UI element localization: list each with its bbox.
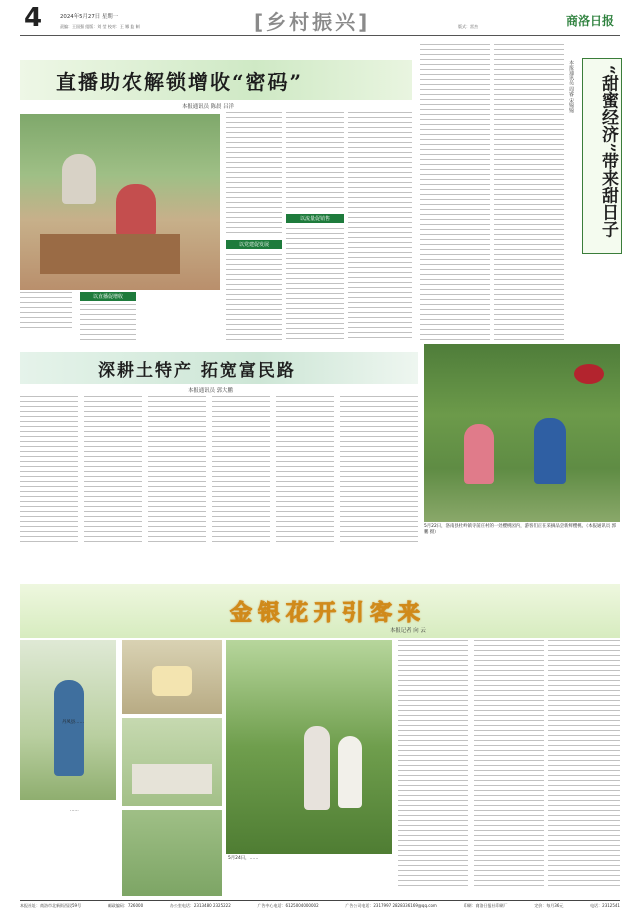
story3-photo-caption: 5月22日，洛南县杜岭镇寺前庄村的一处樱桃园内，游客们正在采摘品尝新鲜樱桃。（本报通讯员 郭 鹏 摄）	[424, 524, 616, 535]
photo-person-1	[62, 154, 96, 204]
story2-headline: 深耕土特产 拓宽富民路	[98, 361, 296, 381]
footer-ad-center: 广告中心电话：6125004000002	[257, 902, 319, 908]
story1-headline: 直播助农解锁增收“密码”	[56, 70, 304, 94]
story2-headline-banner	[20, 352, 418, 384]
story4-photo-big	[226, 640, 392, 854]
story4-photo-top	[122, 640, 222, 714]
story1-byline: 本报通讯员 陈晨 吕洋	[182, 104, 234, 110]
story1-col3-text	[286, 112, 344, 210]
story1-headline-banner	[20, 60, 412, 100]
photo-cherries	[574, 364, 604, 384]
story2-byline: 本报通讯员 郭大鹏	[188, 388, 233, 394]
story4-caption-bottom: 5月24日，……	[228, 856, 259, 861]
editor-right: 版式：雷杰	[458, 24, 478, 29]
masthead-rule	[20, 35, 620, 36]
photo-crate	[40, 234, 180, 274]
story1-col3b-text	[286, 228, 344, 340]
story4-photo-mid	[122, 718, 222, 806]
story1-col2b-text	[226, 254, 282, 340]
story2-col4-text	[212, 396, 270, 544]
story3-col1-text	[420, 44, 490, 340]
story4-col1-text	[398, 640, 468, 890]
paper-name: 商洛日报	[566, 14, 615, 28]
footer	[20, 900, 620, 910]
photo-person-3	[464, 424, 494, 484]
story3-byline: 本报通讯员 周睿 宋锦锦	[568, 60, 574, 114]
story3-headline: “甜蜜经济”带来甜日子	[598, 65, 618, 238]
story4-photo-bottom	[122, 810, 222, 896]
photo-woman	[54, 680, 84, 776]
footer-address: 本报社址：商洛市北新街西段59号	[20, 902, 82, 908]
editor-line: 责编：王国强 组版：刘 莹 校对：王 娜 监 制	[60, 24, 140, 29]
story4-headline: 金银花开引客来	[230, 600, 427, 626]
masthead	[0, 0, 638, 36]
story1-subhead-1: 以直播促增收	[80, 292, 136, 301]
issue-date: 2024年5月27日 星期一	[60, 14, 119, 20]
photo-table	[132, 764, 212, 794]
story4-col2-text	[474, 640, 544, 890]
story1-subhead-2: 以党建促发展	[226, 240, 282, 249]
footer-phone: 电话：2312541	[590, 902, 620, 908]
footer-postcode: 邮政编码：726000	[107, 902, 144, 908]
photo-person-2	[116, 184, 156, 236]
story4-headline-banner	[20, 584, 620, 638]
story3-photo	[424, 344, 620, 522]
story1-col2-text	[226, 112, 282, 236]
page-number: 4	[24, 3, 43, 33]
footer-printer: 印刷：商洛日报社印刷厂	[463, 902, 508, 908]
story1-subhead-3: 以流量促销售	[286, 214, 344, 223]
footer-price: 定价：每月36元	[534, 902, 564, 908]
story4-byline: 本报记者 向 云	[390, 628, 426, 634]
story4-caption-mid: ……	[70, 808, 79, 813]
footer-office-phone: 办公室电话：2313480 2325222	[169, 902, 231, 908]
story2-col1-text	[20, 396, 78, 544]
story1-col4-text	[348, 112, 412, 340]
story1-col1-text	[20, 292, 72, 332]
photo-cup	[152, 666, 192, 696]
story4-col3-text	[548, 640, 620, 890]
story3-headline-box	[582, 58, 622, 254]
story3-col2-text	[494, 44, 564, 340]
photo-person-4	[534, 418, 566, 484]
story1-col1b-text	[80, 304, 136, 344]
photo-person-6	[338, 736, 362, 808]
story1-photo	[20, 114, 220, 290]
story2-col3-text	[148, 396, 206, 544]
section-title: [乡村振兴]	[254, 10, 371, 34]
story4-caption-top: 丹凤县……	[62, 720, 84, 725]
photo-person-5	[304, 726, 330, 810]
story2-col6-text	[340, 396, 418, 544]
story2-col2-text	[84, 396, 142, 544]
footer-ad-company: 广告公司电话：2317997 2828336169@qq.com	[345, 902, 437, 908]
story2-col5-text	[276, 396, 334, 544]
